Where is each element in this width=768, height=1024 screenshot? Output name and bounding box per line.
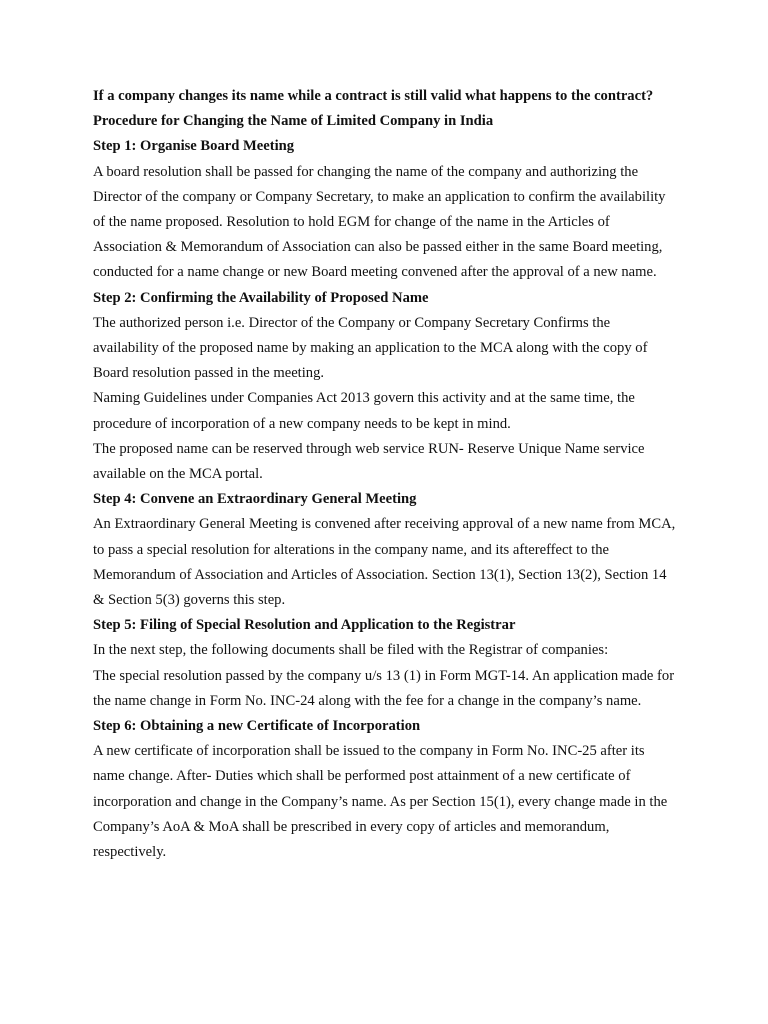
- document-title: Procedure for Changing the Name of Limited Company in India: [93, 113, 494, 130]
- step-4-paragraph: An Extraordinary General Meeting is convened after receiving approval of a new name from MCA, to pass a special resolution for alterations in the company name, and its aftereffect to the Memorandum of Association and Articles of Association. Section 13(1), Section 13(2), Section 14 & Section 5(3) governs this step.: [93, 516, 676, 609]
- step-5-paragraph: The special resolution passed by the company u/s 13 (1) in Form MGT-14. An application made for the name change in Form No. INC-24 along with the fee for a change in the company’s name.: [93, 667, 675, 709]
- step-5-heading: Step 5: Filing of Special Resolution and Application to the Registrar: [93, 617, 516, 634]
- step-1-heading: Step 1: Organise Board Meeting: [93, 138, 295, 155]
- step-2-heading: Step 2: Confirming the Availability of Proposed Name: [93, 289, 429, 306]
- step-6-heading: Step 6: Obtaining a new Certificate of Incorporation: [93, 718, 421, 735]
- step-6-paragraph: A new certificate of incorporation shall be issued to the company in Form No. INC-25 after its name change. After- Duties which shall be performed post attainment of a new certificate of incorporation and change in the Company’s name. As per Section 15(1), every change made in the Company’s AoA & MoA shall be prescribed in every copy of articles and memorandum, respectively.: [93, 743, 668, 861]
- step-5-paragraph: In the next step, the following documents shall be filed with the Registrar of companies:: [93, 642, 609, 659]
- step-2-paragraph: The proposed name can be reserved through web service RUN- Reserve Unique Name service available on the MCA portal.: [93, 440, 645, 483]
- step-1-paragraph: A board resolution shall be passed for changing the name of the company and authorizing the Director of the company or Company Secretary, to make an application to confirm the availability of the name proposed. Resolution to hold EGM for change of the name in the Articles of Association & Memorandum of Association can also be passed either in the same Board meeting, conducted for a name change or new Board meeting convened after the approval of a new name.: [93, 163, 666, 281]
- step-4-heading: Step 4: Convene an Extraordinary General Meeting: [93, 491, 417, 508]
- question-heading: If a company changes its name while a contract is still valid what happens to the contract?: [93, 88, 654, 104]
- document-page: [93, 84, 678, 865]
- step-2-paragraph: Naming Guidelines under Companies Act 2013 govern this activity and at the same time, the procedure of incorporation of a new company needs to be kept in mind.: [93, 390, 635, 432]
- step-2-paragraph: The authorized person i.e. Director of the Company or Company Secretary Confirms the availability of the proposed name by making an application to the MCA along with the copy of Board resolution passed in the meeting.: [93, 314, 648, 382]
